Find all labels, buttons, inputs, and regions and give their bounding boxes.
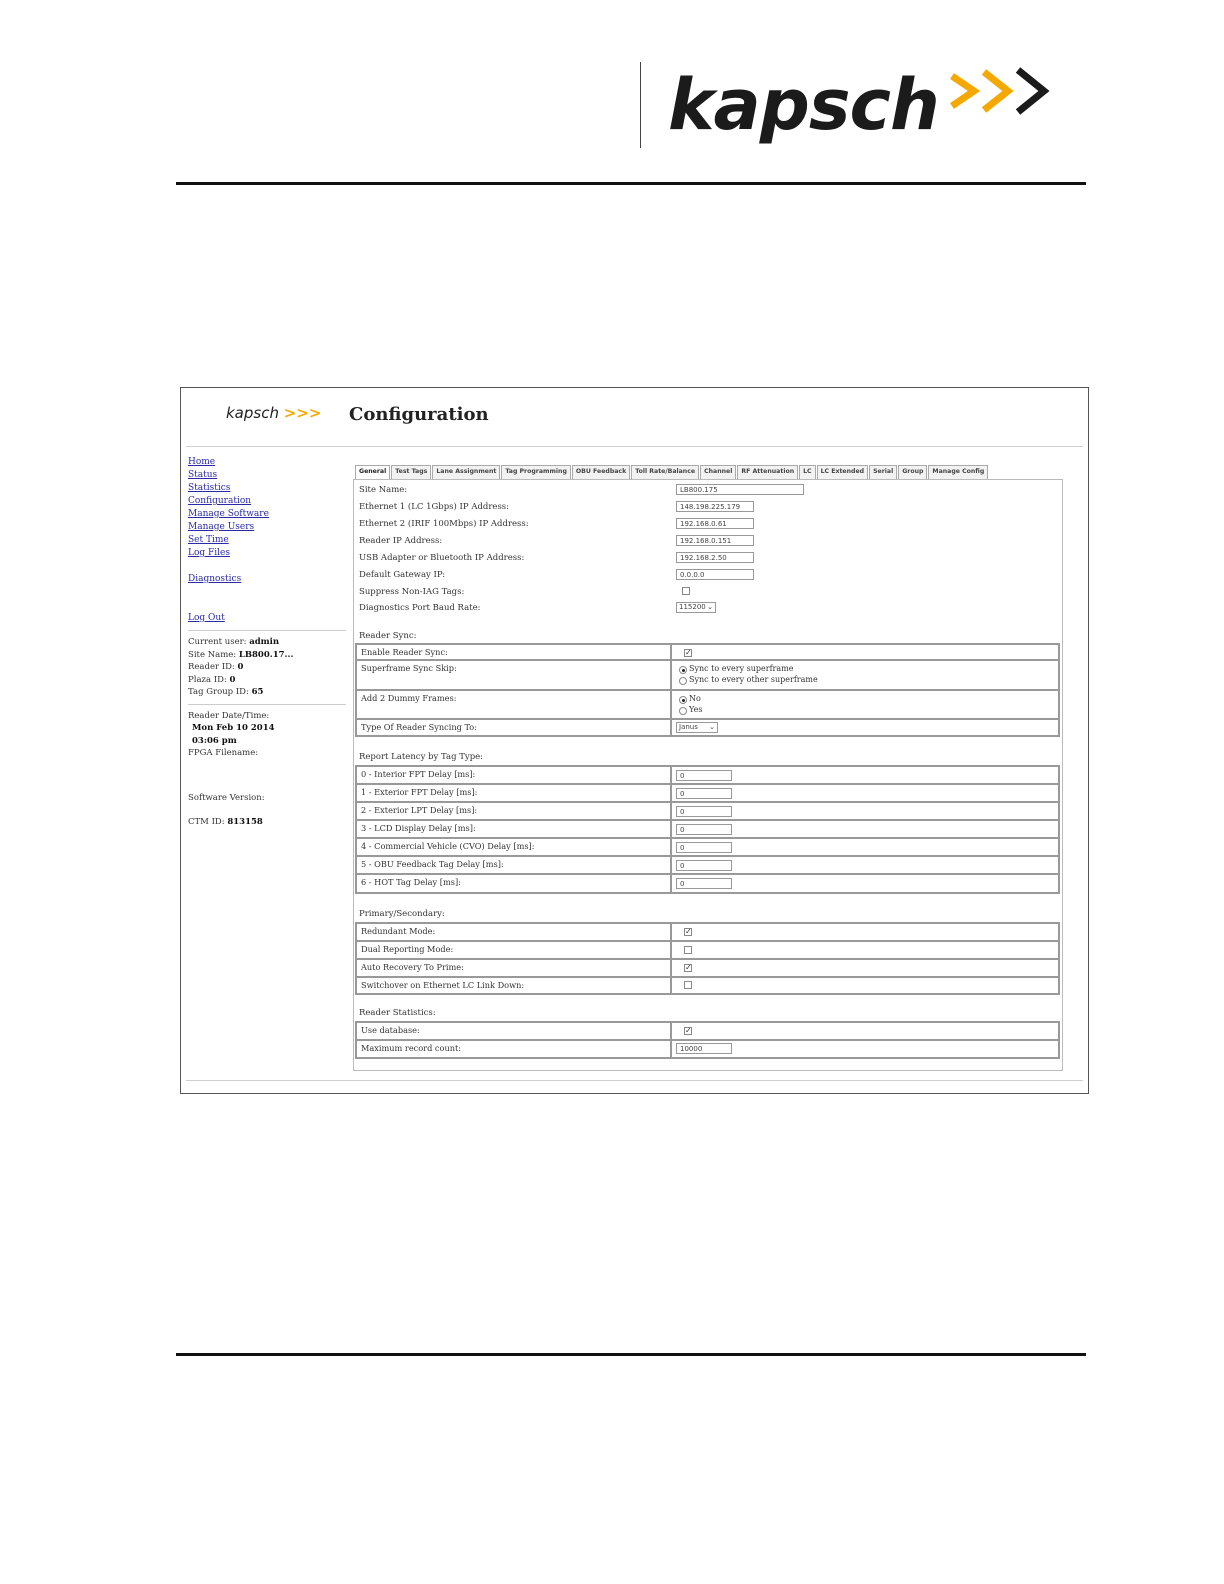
reader-ip-label: Reader IP Address: [359, 536, 443, 546]
nav-link-status[interactable]: Status [188, 470, 218, 480]
plaza-id: 0 [229, 674, 236, 685]
tab-manage-config[interactable]: Manage Config [928, 465, 988, 479]
latency-table [355, 765, 1060, 894]
nav-link-manage-software[interactable]: Manage Software [188, 509, 269, 519]
table-row: 1 - Exterior FPT Delay [ms]: 0 [357, 785, 1058, 803]
reader-id: 0 [237, 662, 244, 672]
table-row: Redundant Mode: ✓ [357, 924, 1058, 942]
config-tabs [355, 465, 1063, 479]
header-divider [640, 62, 641, 148]
reader-info: Current user: admin Site Name: LB800.17... Reader ID: 0 Plaza ID: 0 Tag Group ID: 65 [188, 637, 294, 697]
tab-general[interactable]: General [355, 465, 390, 479]
table-row: Dual Reporting Mode: [357, 942, 1058, 960]
footer-rule [176, 1353, 1086, 1356]
baud-rate-select[interactable]: 115200 ⌄ [676, 602, 716, 613]
nav-link-log-files[interactable]: Log Files [188, 548, 230, 558]
table-row: Auto Recovery To Prime: ✓ [357, 960, 1058, 978]
tab-lc-extended[interactable]: LC Extended [817, 465, 868, 479]
reader-ip-field[interactable]: 192.168.0.151 [676, 535, 754, 546]
table-row: Superframe Sync Skip: Sync to every superframe Sync to every other superframe [357, 661, 1058, 691]
usb-ip-label: USB Adapter or Bluetooth IP Address: [359, 553, 525, 563]
switchover-checkbox[interactable] [684, 981, 692, 989]
table-row: Add 2 Dummy Frames: No Yes [357, 691, 1058, 720]
reader-sync-heading: Reader Sync: [359, 631, 417, 641]
usb-ip-field[interactable]: 192.168.2.50 [676, 552, 754, 563]
table-row: 4 - Commercial Vehicle (CVO) Delay [ms]: 0 [357, 839, 1058, 857]
latency-field-1[interactable]: 0 [676, 788, 732, 799]
table-row: Switchover on Ethernet LC Link Down: [357, 978, 1058, 993]
eth1-ip-label: Ethernet 1 (LC 1Gbps) IP Address: [359, 502, 510, 512]
table-row: Type Of Reader Syncing To: Janus ⌄ [357, 720, 1058, 735]
kapsch-logo [668, 60, 939, 150]
kapsch-logo-chevrons [948, 66, 1068, 116]
tab-channel[interactable]: Channel [700, 465, 736, 479]
nav-link-set-time[interactable]: Set Time [188, 535, 229, 545]
reader-time-info: Reader Date/Time: Mon Feb 10 2014 03:06 pm FPGA Filename: Software Version: CTM ID: 813158 [188, 710, 348, 829]
title-divider [186, 446, 1083, 447]
table-row: 2 - Exterior LPT Delay [ms]: 0 [357, 803, 1058, 821]
gateway-ip-field[interactable]: 0.0.0.0 [676, 569, 754, 580]
reader-time: 03:06 pm [192, 735, 237, 746]
logo-chevrons: >>> [283, 404, 322, 422]
tag-group-id: 65 [251, 687, 264, 697]
gateway-ip-label: Default Gateway IP: [359, 570, 446, 580]
nav-link-configuration[interactable]: Configuration [188, 496, 252, 506]
table-row: Enable Reader Sync: ✓ [357, 645, 1058, 661]
table-row: 6 - HOT Tag Delay [ms]: 0 [357, 875, 1058, 892]
redundant-mode-checkbox[interactable]: ✓ [685, 927, 692, 936]
nav-link-home[interactable]: Home [188, 457, 216, 467]
latency-field-0[interactable]: 0 [676, 770, 732, 781]
sync-every-superframe-radio[interactable] [679, 666, 687, 674]
site-name: LB800.17... [238, 649, 294, 660]
tab-test-tags[interactable]: Test Tags [391, 465, 431, 479]
latency-field-3[interactable]: 0 [676, 824, 732, 835]
latency-heading: Report Latency by Tag Type: [359, 752, 484, 762]
table-row: 5 - OBU Feedback Tag Delay [ms]: 0 [357, 857, 1058, 875]
chevron-down-icon: ⌄ [707, 603, 713, 611]
eth2-ip-field[interactable]: 192.168.0.61 [676, 518, 754, 529]
latency-field-5[interactable]: 0 [676, 860, 732, 871]
site-name-field[interactable]: LB800.175 [676, 484, 804, 495]
tab-group[interactable]: Group [898, 465, 927, 479]
nav-link-log-out[interactable]: Log Out [188, 613, 225, 623]
tab-tag-programming[interactable]: Tag Programming [501, 465, 571, 479]
nav-link-manage-users[interactable]: Manage Users [188, 522, 255, 532]
primary-secondary-table [355, 922, 1060, 995]
tab-obu-feedback[interactable]: OBU Feedback [572, 465, 630, 479]
auto-recovery-checkbox[interactable]: ✓ [685, 963, 692, 972]
latency-field-6[interactable]: 0 [676, 878, 732, 889]
site-name-label: Site Name: [359, 485, 408, 495]
latency-field-2[interactable]: 0 [676, 806, 732, 817]
tab-toll-rate-balance[interactable]: Toll Rate/Balance [631, 465, 699, 479]
header-rule [176, 182, 1086, 185]
tab-lane-assignment[interactable]: Lane Assignment [432, 465, 500, 479]
sidebar-divider [188, 630, 346, 631]
fpga-filename-label: FPGA Filename: [188, 748, 259, 758]
reader-statistics-table [355, 1021, 1060, 1059]
software-version-label: Software Version: [188, 792, 265, 803]
enable-reader-sync-checkbox[interactable]: ✓ [685, 648, 692, 657]
max-record-count-field[interactable]: 10000 [676, 1043, 732, 1054]
sidebar-divider-2 [188, 704, 346, 705]
current-user: admin [249, 637, 280, 647]
chevron-down-icon: ⌄ [709, 723, 715, 731]
latency-field-4[interactable]: 0 [676, 842, 732, 853]
tab-serial[interactable]: Serial [869, 465, 897, 479]
table-row: 3 - LCD Display Delay [ms]: 0 [357, 821, 1058, 839]
dual-reporting-checkbox[interactable] [684, 946, 692, 954]
tab-rf-attenuation[interactable]: RF Attenuation [737, 465, 798, 479]
reader-sync-type-select[interactable]: Janus ⌄ [676, 722, 718, 733]
configuration-screenshot [180, 387, 1089, 1094]
screenshot-logo: kapsch >>> [226, 404, 322, 422]
suppress-non-iag-checkbox[interactable] [682, 587, 690, 595]
primary-secondary-heading: Primary/Secondary: [359, 909, 445, 919]
footer-divider [186, 1080, 1083, 1081]
reader-sync-table [355, 643, 1060, 737]
dummy-frames-no-radio[interactable] [679, 696, 687, 704]
eth1-ip-field[interactable]: 148.198.225.179 [676, 501, 754, 512]
sync-every-other-superframe-radio[interactable] [679, 677, 687, 685]
nav-link-statistics[interactable]: Statistics [188, 483, 231, 493]
table-row: Use database: ✓ [357, 1023, 1058, 1041]
nav-link-diagnostics[interactable]: Diagnostics [188, 574, 242, 584]
ctm-id: 813158 [227, 817, 263, 827]
eth2-ip-label: Ethernet 2 (IRIF 100Mbps) IP Address: [359, 519, 529, 529]
page-title: Configuration [349, 404, 489, 425]
dummy-frames-yes-radio[interactable] [679, 707, 687, 715]
reader-date: Mon Feb 10 2014 [192, 723, 275, 733]
suppress-non-iag-label: Suppress Non-IAG Tags: [359, 587, 465, 597]
kapsch-logo-text: kapsch [668, 64, 939, 146]
sidebar-nav [188, 456, 348, 829]
table-row: 0 - Interior FPT Delay [ms]: 0 [357, 767, 1058, 785]
tab-lc[interactable]: LC [799, 465, 815, 479]
reader-statistics-heading: Reader Statistics: [359, 1008, 436, 1018]
baud-rate-label: Diagnostics Port Baud Rate: [359, 603, 481, 613]
use-database-checkbox[interactable]: ✓ [685, 1026, 692, 1035]
table-row: Maximum record count: 10000 [357, 1041, 1058, 1057]
